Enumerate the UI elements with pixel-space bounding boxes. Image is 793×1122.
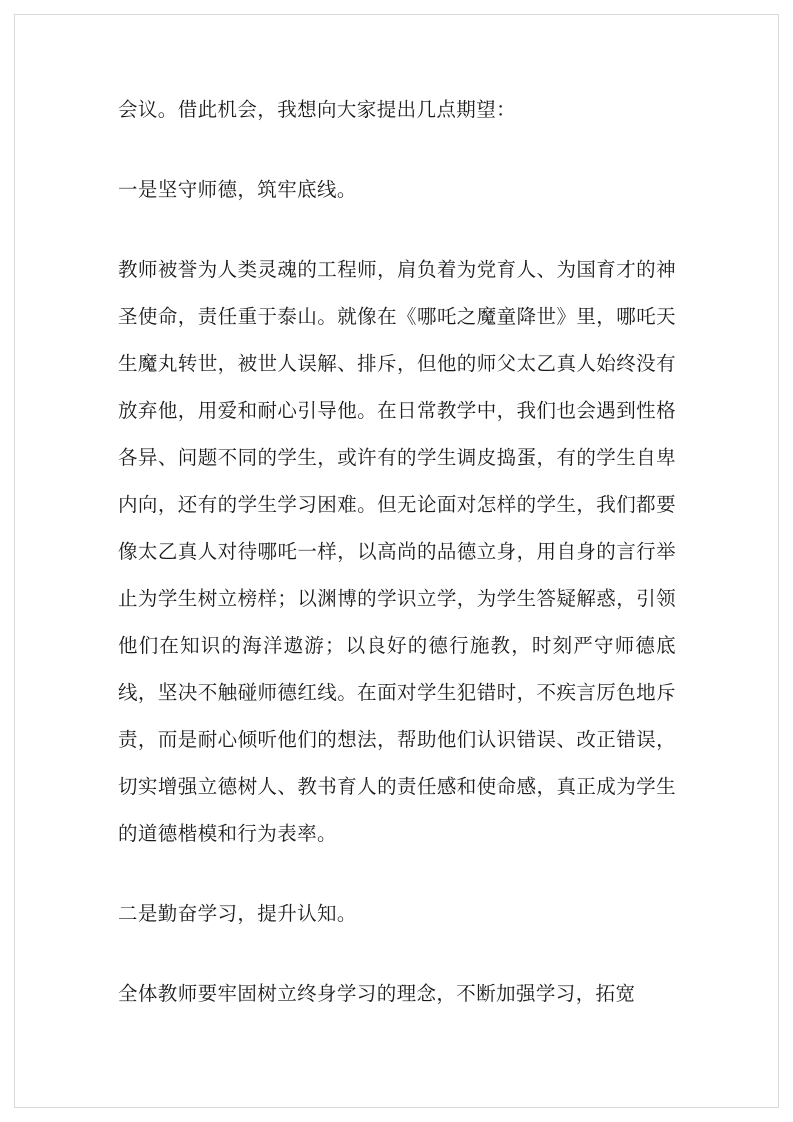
paragraph: 一是坚守师德，筑牢底线。	[118, 178, 357, 201]
paragraph: 会议。借此机会，我想向大家提出几点期望：	[118, 98, 517, 121]
document-body	[118, 86, 676, 1017]
paragraph: 二是勤奋学习，提升认知。	[118, 902, 357, 925]
paragraph: 全体教师要牢固树立终身学习的理念，不断加强学习，拓宽	[118, 982, 636, 1005]
paragraph: 教师被誉为人类灵魂的工程师，肩负着为党育人、为国育才的神圣使命，责任重于泰山。就像在《哪吒之魔童降世》里，哪吒天生魔丸转世，被世人误解、排斥，但他的师父太乙真人始终没有放弃他，用爱和耐心引导他。在日常教学中，我们也会遇到性格各异、问题不同的学生，或许有的学生调皮捣蛋，有的学生自卑内向，还有的学生学习困难。但无论面对怎样的学生，我们都要像太乙真人对待哪吒一样，以高尚的品德立身，用自身的言行举止为学生树立榜样；以渊博的学识立学，为学生答疑解惑，引领他们在知识的海洋遨游；以良好的德行施教，时刻严守师德底线，坚决不触碰师德红线。在面对学生犯错时，不疾言厉色地斥责，而是耐心倾听他们的想法，帮助他们认识错误、改正错误，切实增强立德树人、教书育人的责任感和使命感，真正成为学生的道德楷模和行为表率。	[118, 258, 676, 845]
